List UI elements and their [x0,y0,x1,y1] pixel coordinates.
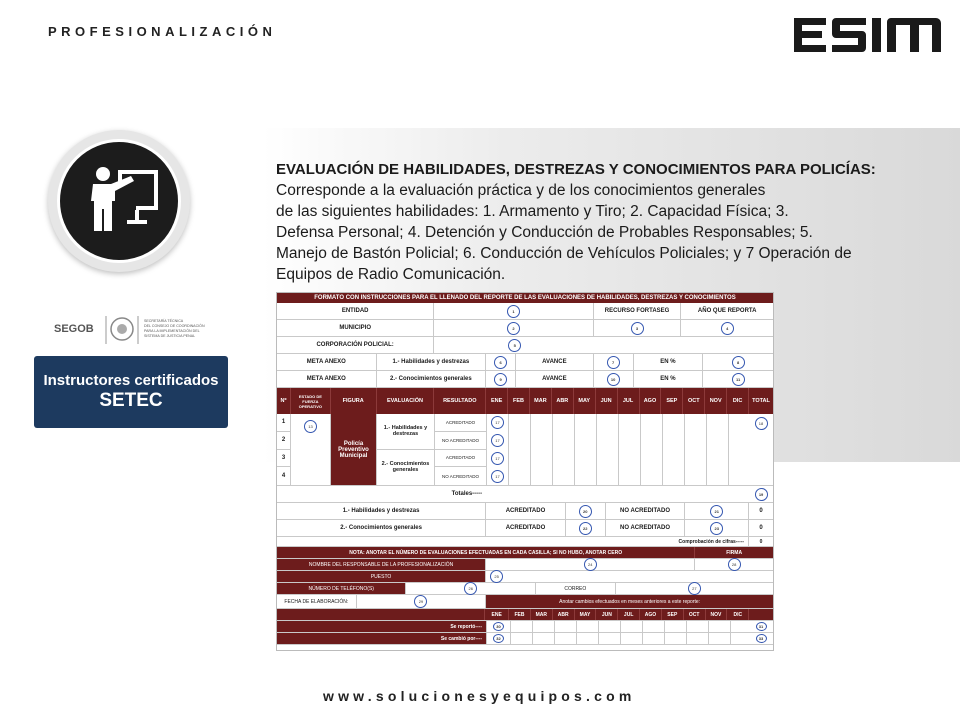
resultado-col [435,414,487,485]
marker: 21 [710,505,723,518]
body-line: de las siguientes habilidades: 1. Armamento y Tiro; 2. Capacidad Física; 3. [276,203,789,220]
col-header: EVALUACIÓN [377,388,435,414]
month: SEP [662,609,684,620]
badge-line2: SETEC [99,390,163,411]
marker: 4 [721,322,734,335]
col-header: FEB [508,388,530,414]
month: JUL [618,609,640,620]
se-cambio-label: Se cambió por---- [277,633,487,644]
acreditado-label: ACREDITADO [486,503,566,519]
marker: 10 [607,373,620,386]
hab2-label: 2.- Conocimientos generales [377,371,487,387]
col-header: MAY [574,388,596,414]
municipio-label: MUNICIPIO [277,320,434,336]
figura-cell [331,414,377,485]
telefono-row [277,583,773,595]
col-header: ABR [552,388,574,414]
body-line: Equipos de Radio Comunicación. [276,266,506,283]
esim-logo [792,14,948,56]
anio-label: AÑO QUE REPORTA [697,308,757,314]
marker: 3 [631,322,644,335]
en-pct-label: EN % [634,354,704,370]
segob-text: SEGOB [54,323,94,335]
responsable-row [277,559,773,571]
col-header: FIGURA [331,388,377,414]
month: DIC [727,609,749,620]
form-row-entidad [277,303,773,320]
marker: 20 [579,505,592,518]
resultado: ACREDITADO [435,450,486,468]
marker: 8 [732,356,745,369]
body-line: Corresponde a la evaluación práctica y de los conocimientos generales [276,182,766,199]
summary-label: 2.- Conocimientos generales [277,520,486,536]
form-row-meta2 [277,371,773,388]
month: MAY [575,609,597,620]
col-header: TOTAL [752,398,770,404]
svg-text:SISTEMA DE JUSTICIA PENAL: SISTEMA DE JUSTICIA PENAL [144,334,196,338]
month: AGO [640,609,662,620]
col-header: MAR [530,388,552,414]
marker: 7 [607,356,620,369]
month: JUN [596,609,618,620]
marker: 6 [494,356,507,369]
totales-row [277,486,773,503]
body-line: Defensa Personal; 4. Detención y Conducción de Probables Responsables; 5. [276,224,813,241]
marker: 5 [508,339,521,352]
summary-label: 1.- Habilidades y destrezas [277,503,486,519]
marker: 26 [464,582,477,595]
resultado: ACREDITADO [435,414,486,432]
month-grid [509,414,749,485]
section-title: PROFESIONALIZACIÓN [48,24,277,39]
summary-con-row [277,520,773,537]
fecha-label: FECHA DE ELABORACIÓN: [277,595,357,608]
setec-badge [34,356,228,428]
marker: 17 [491,434,504,447]
telefono-label: NÚMERO DE TELÉFONO(S) [277,583,406,594]
puesto-row [277,571,773,583]
marker: 18 [755,417,768,430]
marker: 17 [491,470,504,483]
marker: 33 [756,634,767,643]
meta-label: META ANEXO [277,354,377,370]
se-reporto-label: Se reportó---- [277,621,487,632]
signature-section [277,547,773,645]
evaluacion-col [377,414,435,485]
col-header: JUN [596,388,618,414]
form-banner: FORMATO CON INSTRUCCIONES PARA EL LLENADO DEL REPORTE DE LAS EVALUACIONES DE HABILIDADES, DESTREZAS Y CONOCIMIENTOS [277,293,773,303]
zero-value: 0 [759,538,763,545]
eval-label: 2.- Conocimientos generales [381,461,430,474]
meta-label: META ANEXO [277,371,377,387]
se-reporto-row [277,621,773,633]
marker: 31 [756,622,767,631]
acreditado-label: ACREDITADO [486,520,566,536]
col-header: DIC [727,388,749,414]
report-form-image [276,292,774,651]
segob-logo [40,312,240,348]
col-header: RESULTADO [434,388,486,414]
avance-label: AVANCE [516,354,594,370]
month: FEB [509,609,531,620]
marker: 17 [491,452,504,465]
marker: 30 [493,622,504,631]
marker: 24 [584,558,597,571]
grid-body [277,414,773,486]
marker: 19 [755,488,768,501]
month: ENE [485,609,509,620]
row-number-col [277,414,291,485]
marker: 1 [507,305,520,318]
svg-text:PARA LA IMPLEMENTACIÓN DEL: PARA LA IMPLEMENTACIÓN DEL [144,329,200,333]
ene-col [487,414,509,485]
form-row-corporacion [277,337,773,354]
col-header: ENE [486,388,508,414]
marker: 29 [414,595,427,608]
form-row-municipio [277,320,773,337]
zero-value: 0 [759,525,763,531]
svg-text:DEL CONSEJO DE COORDINACIÓN: DEL CONSEJO DE COORDINACIÓN [144,324,205,328]
puesto-label: PUESTO [277,571,486,582]
svg-text:SECRETARÍA TÉCNICA: SECRETARÍA TÉCNICA [144,319,184,323]
col-header: SEP [661,388,683,414]
comprobacion-label: Comprobación de cifras----- [277,537,749,546]
comprobacion-row [277,537,773,547]
col-header: ESTADO DE FUERZA OPERATIVO [291,388,331,414]
marker: 2 [507,322,520,335]
cambios-label: Anotar cambios efectuados en meses anteriores a este reporte: [486,595,773,608]
marker: 25 [490,570,503,583]
grid-header [277,388,773,414]
marker: 13 [304,420,317,433]
en-pct-label: EN % [634,371,704,387]
badge-line1: Instructores certificados [43,372,219,389]
figura-label: Policía Preventivo Municipal [338,440,369,459]
col-header: Nº [277,388,291,414]
resultado: NO ACREDITADO [442,473,479,479]
form-row-meta1 [277,354,773,371]
nota-row [277,547,773,559]
fecha-row [277,595,773,609]
row-number: 2 [277,432,290,450]
month: MAR [531,609,553,620]
row-number: 1 [277,414,290,432]
marker: 23 [710,522,723,535]
instructor-icon [88,166,160,236]
footer-url[interactable]: www.solucionesyequipos.com [323,688,636,704]
body-line: Manejo de Bastón Policial; 6. Conducción de Vehículos Policiales; y 7 Operación de [276,245,852,262]
month: NOV [706,609,728,620]
avance-label: AVANCE [516,371,594,387]
marker: 9 [494,373,507,386]
resultado: NO ACREDITADO [435,432,486,450]
content-title: EVALUACIÓN DE HABILIDADES, DESTREZAS Y CONOCIMIENTOS PARA POLICÍAS: [276,161,876,178]
se-cambio-row [277,633,773,645]
eval-label: 1.- Habilidades y destrezas [377,414,434,450]
marker: 17 [491,416,504,429]
marker: 27 [688,582,701,595]
no-acreditado-label: NO ACREDITADO [606,520,686,536]
months-row [277,609,773,621]
month: ABR [553,609,575,620]
firma-label: FIRMA [726,549,743,556]
col-header: OCT [683,388,705,414]
row-number: 4 [281,473,286,480]
nota-label: NOTA: ANOTAR EL NÚMERO DE EVALUACIONES EFECTUADAS EN CADA CASILLA; SI NO HUBO, ANOTAR CERO [277,547,695,558]
row-number: 3 [277,450,290,468]
recurso-label: RECURSO FORTASEG [594,303,682,319]
no-acreditado-label: NO ACREDITADO [606,503,686,519]
month: OCT [684,609,706,620]
totales-label: Totales----- [451,491,483,497]
corporacion-label: CORPORACIÓN POLICIAL: [277,337,434,353]
correo-label: CORREO [536,583,616,594]
col-header: NOV [705,388,727,414]
summary-hab-row [277,503,773,520]
col-header: JUL [618,388,640,414]
marker: 22 [579,522,592,535]
zero-value: 0 [759,508,763,514]
hab1-label: 1.- Habilidades y destrezas [377,354,487,370]
marker: 28 [728,558,741,571]
col-header: AGO [640,388,662,414]
marker: 11 [732,373,745,386]
description-block [276,159,936,285]
responsable-label: NOMBRE DEL RESPONSABLE DE LA PROFESIONALIZACIÓN [277,559,486,570]
entidad-label: ENTIDAD [277,303,434,319]
marker: 32 [493,634,504,643]
